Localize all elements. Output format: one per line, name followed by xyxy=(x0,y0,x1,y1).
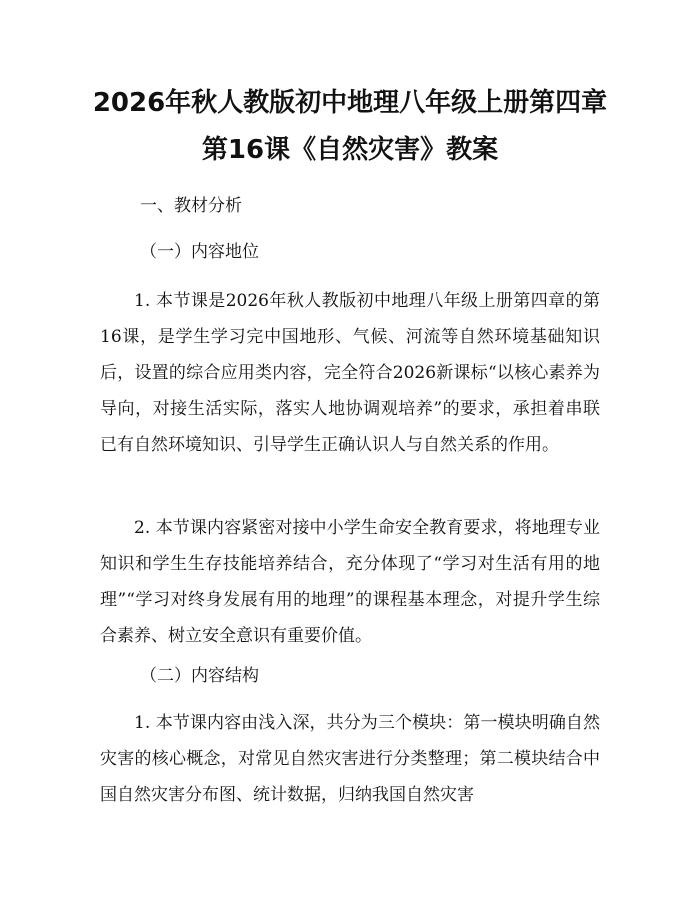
section-heading-textbook-analysis: 一、教材分析 xyxy=(140,196,242,216)
subsection-heading-content-position: （一）内容地位 xyxy=(140,242,259,262)
document-title-line-2: 第16课《自然灾害》教案 xyxy=(201,135,499,165)
subsection-heading-content-structure: （二）内容结构 xyxy=(140,666,259,686)
paragraph-content-position-1: 1. 本节课是2026年秋人教版初中地理八年级上册第四章的第16课，是学生学习完中国地形、气候、河流等自然环境基础知识后，设置的综合应用类内容，完全符合2026新课标“以核心素养为导向，对接生活实际，落实人地协调观培养”的要求，承担着串联已有自然环境知识、引导学生正确认识人与自然关系的作用。 xyxy=(100,291,600,455)
paragraph-content-structure-1: 1. 本节课内容由浅入深，共分为三个模块：第一模块明确自然灾害的核心概念，对常见自然灾害进行分类整理；第二模块结合中国自然灾害分布图、统计数据，归纳我国自然灾害 xyxy=(100,713,600,805)
paragraph-content-position-2: 2. 本节课内容紧密对接中小学生命安全教育要求，将地理专业知识和学生生存技能培养结合，充分体现了“学习对生活有用的地理”“学习对终身发展有用的地理”的课程基本理念，对提升学生综合素养、树立安全意识有重要价值。 xyxy=(100,518,600,646)
document-title-line-1: 2026年秋人教版初中地理八年级上册第四章 xyxy=(92,88,608,118)
